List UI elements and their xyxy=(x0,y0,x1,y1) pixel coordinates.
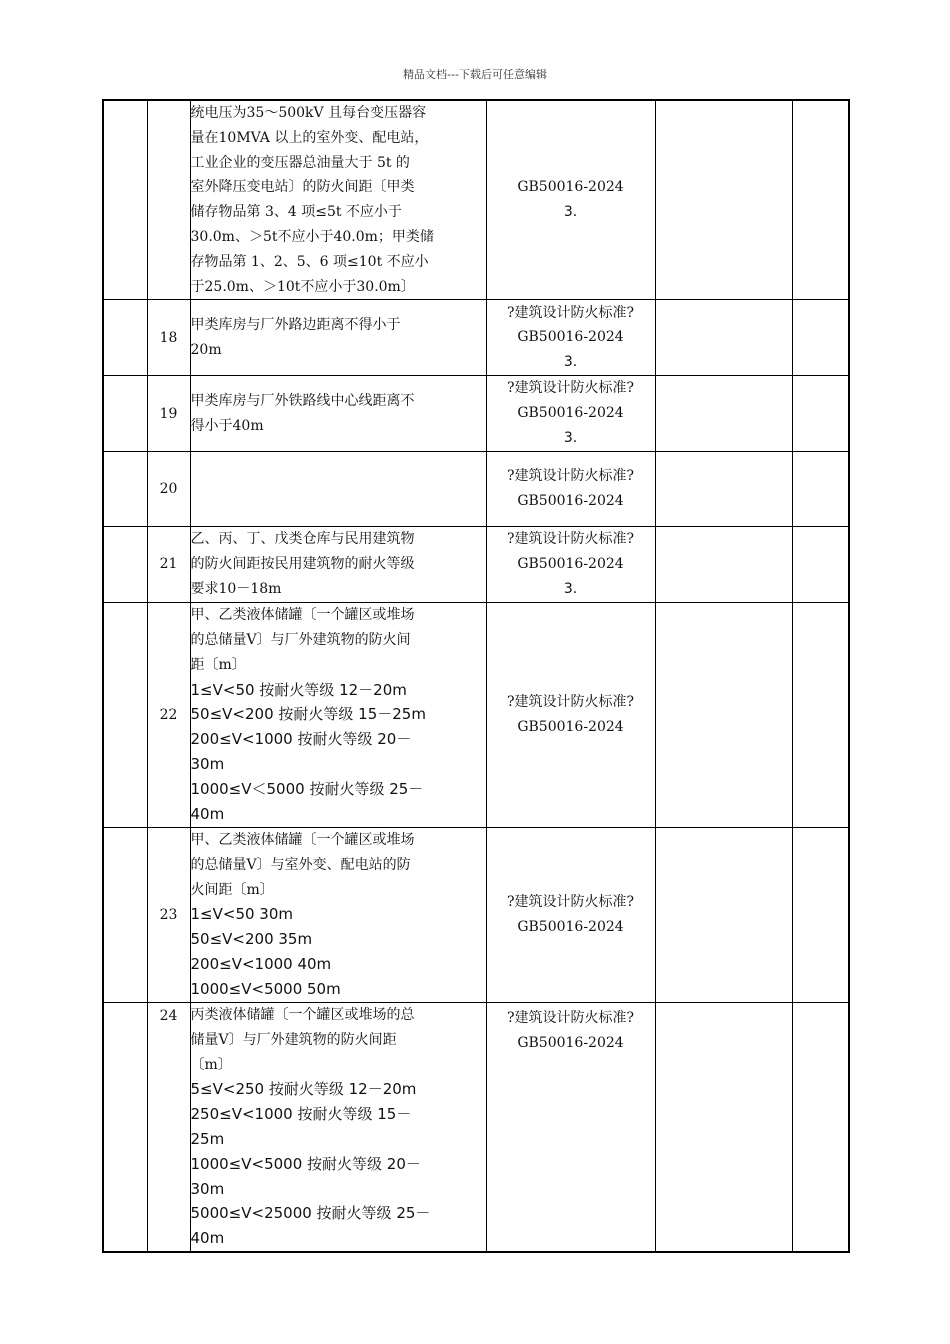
requirement-range-line: 1≤V<50 按耐火等级 12－20m xyxy=(190,680,407,699)
basis-code: GB50016-2024 xyxy=(517,179,624,196)
requirement-range-line: 40m xyxy=(190,1229,225,1248)
row-number: 19 xyxy=(147,376,190,451)
requirement-range-line: 1000≤V＜5000 按耐火等级 25－ xyxy=(190,779,424,798)
basis-code: GB50016-2024 xyxy=(517,329,624,346)
requirement-line: 乙、丙、丁、戊类仓库与民用建筑物 xyxy=(190,531,415,548)
requirement-range-line: 50≤V<200 按耐火等级 15－25m xyxy=(190,705,426,724)
requirement-line: 室外降压变电站〕的防火间距〔甲类 xyxy=(190,179,415,196)
row-number: 20 xyxy=(147,451,190,526)
requirement-range-line: 1000≤V<5000 按耐火等级 20－ xyxy=(190,1154,421,1173)
requirement-line: 的总储量V〕与室外变、配电站的防 xyxy=(190,856,411,873)
basis-cell xyxy=(486,827,655,1002)
category-cell xyxy=(103,376,147,451)
requirement-line: 甲类库房与厂外铁路线中心线距离不 xyxy=(190,392,415,409)
table-row xyxy=(103,100,849,300)
result-cell xyxy=(655,602,792,827)
table-row xyxy=(103,376,849,451)
basis-cell xyxy=(486,376,655,451)
basis-code: GB50016-2024 xyxy=(517,555,624,572)
category-cell xyxy=(103,100,147,300)
requirement-range-line: 200≤V<1000 40m xyxy=(190,954,332,973)
basis-cell xyxy=(486,526,655,602)
table-row xyxy=(103,602,849,827)
requirement-range-line: 5000≤V<25000 按耐火等级 25－ xyxy=(190,1204,431,1223)
requirement-range-line: 1000≤V<5000 50m xyxy=(190,979,341,998)
category-cell xyxy=(103,451,147,526)
requirement-line: 于25.0m、＞10t不应小于30.0m〕 xyxy=(190,278,415,295)
basis-title: ?建筑设计防火标准? xyxy=(506,531,634,548)
requirement-line: 甲、乙类液体储罐〔一个罐区或堆场 xyxy=(190,607,415,624)
remark-cell xyxy=(792,300,849,376)
basis-code: GB50016-2024 xyxy=(517,405,624,422)
basis-title: ?建筑设计防火标准? xyxy=(506,467,634,484)
row-number: 23 xyxy=(147,827,190,1002)
basis-section: 3. xyxy=(563,354,578,371)
requirement-text xyxy=(190,1002,486,1252)
requirement-line: 30.0m、＞5t不应小于40.0m；甲类储 xyxy=(190,228,434,245)
row-number: 24 xyxy=(147,1002,190,1252)
table-row xyxy=(103,451,849,526)
requirement-range-line: 40m xyxy=(190,804,225,823)
requirement-line: 的总储量V〕与厂外建筑物的防火间 xyxy=(190,631,411,648)
requirement-text xyxy=(190,602,486,827)
requirement-line: 量在10MVA 以上的室外变、配电站， xyxy=(190,129,429,146)
requirement-line: 储量V〕与厂外建筑物的防火间距 xyxy=(190,1031,397,1048)
basis-cell xyxy=(486,602,655,827)
basis-title: ?建筑设计防火标准? xyxy=(506,1009,634,1026)
category-cell xyxy=(103,300,147,376)
remark-cell xyxy=(792,376,849,451)
remark-cell xyxy=(792,526,849,602)
category-cell xyxy=(103,827,147,1002)
requirement-line: 距〔m〕 xyxy=(190,656,246,673)
requirement-text xyxy=(190,376,486,451)
result-cell xyxy=(655,451,792,526)
requirement-line: 统电压为35～500kV 且每台变压器容 xyxy=(190,105,427,121)
result-cell xyxy=(655,100,792,300)
result-cell xyxy=(655,376,792,451)
page-header: 精品文档---下载后可任意编辑 xyxy=(403,68,547,81)
basis-code: GB50016-2024 xyxy=(517,718,624,735)
result-cell xyxy=(655,526,792,602)
requirement-line: 要求10－18m xyxy=(190,580,282,597)
inspection-table xyxy=(102,99,850,1253)
requirement-line: 丙类液体储罐〔一个罐区或堆场的总 xyxy=(190,1007,415,1024)
basis-section: 3. xyxy=(563,429,578,446)
result-cell xyxy=(655,827,792,1002)
basis-code: GB50016-2024 xyxy=(517,1034,624,1051)
basis-title: ?建筑设计防火标准? xyxy=(506,304,634,321)
row-number: 22 xyxy=(147,602,190,827)
requirement-line: 甲类库房与厂外路边距离不得小于 xyxy=(190,317,401,334)
requirement-range-line: 250≤V<1000 按耐火等级 15－ xyxy=(190,1105,412,1124)
requirement-range-line: 5≤V<250 按耐火等级 12－20m xyxy=(190,1080,417,1099)
requirement-line: 的防火间距按民用建筑物的耐火等级 xyxy=(190,555,415,572)
basis-code: GB50016-2024 xyxy=(517,918,624,935)
requirement-text xyxy=(190,827,486,1002)
row-number xyxy=(147,100,190,300)
basis-cell xyxy=(486,451,655,526)
table-row xyxy=(103,827,849,1002)
requirement-line: 储存物品第 3、4 项≤5t 不应小于 xyxy=(190,204,402,221)
requirement-text xyxy=(190,451,486,526)
row-number: 18 xyxy=(147,300,190,376)
remark-cell xyxy=(792,827,849,1002)
table-row xyxy=(103,526,849,602)
basis-title: ?建筑设计防火标准? xyxy=(506,380,634,397)
requirement-line: 火间距〔m〕 xyxy=(190,881,274,898)
requirement-line: 〔m〕 xyxy=(190,1056,232,1073)
requirement-line: 甲、乙类液体储罐〔一个罐区或堆场 xyxy=(190,831,415,848)
requirement-range-line: 30m xyxy=(190,1179,225,1198)
requirement-line: 20m xyxy=(190,341,222,358)
remark-cell xyxy=(792,602,849,827)
remark-cell xyxy=(792,100,849,300)
basis-title: ?建筑设计防火标准? xyxy=(506,893,634,910)
basis-cell xyxy=(486,100,655,300)
table-row xyxy=(103,1002,849,1252)
basis-title: ?建筑设计防火标准? xyxy=(506,693,634,710)
category-cell xyxy=(103,1002,147,1252)
category-cell xyxy=(103,602,147,827)
basis-cell xyxy=(486,1002,655,1252)
remark-cell xyxy=(792,1002,849,1252)
requirement-range-line: 50≤V<200 35m xyxy=(190,930,313,949)
basis-section: 3. xyxy=(563,204,578,221)
remark-cell xyxy=(792,451,849,526)
category-cell xyxy=(103,526,147,602)
basis-code: GB50016-2024 xyxy=(517,492,624,509)
result-cell xyxy=(655,300,792,376)
requirement-text xyxy=(190,526,486,602)
basis-section: 3. xyxy=(563,580,578,597)
requirement-text xyxy=(190,300,486,376)
requirement-line: 存物品第 1、2、5、6 项≤10t 不应小 xyxy=(190,253,429,270)
result-cell xyxy=(655,1002,792,1252)
requirement-range-line: 25m xyxy=(190,1130,225,1149)
requirement-line: 工业企业的变压器总油量大于 5t 的 xyxy=(190,154,410,171)
row-number: 21 xyxy=(147,526,190,602)
requirement-range-line: 200≤V<1000 按耐火等级 20－ xyxy=(190,730,412,749)
requirement-text xyxy=(190,100,486,300)
requirement-range-line: 30m xyxy=(190,754,225,773)
requirement-line: 得小于40m xyxy=(190,417,264,434)
table-row xyxy=(103,300,849,376)
requirement-range-line: 1≤V<50 30m xyxy=(190,905,293,924)
basis-cell xyxy=(486,300,655,376)
